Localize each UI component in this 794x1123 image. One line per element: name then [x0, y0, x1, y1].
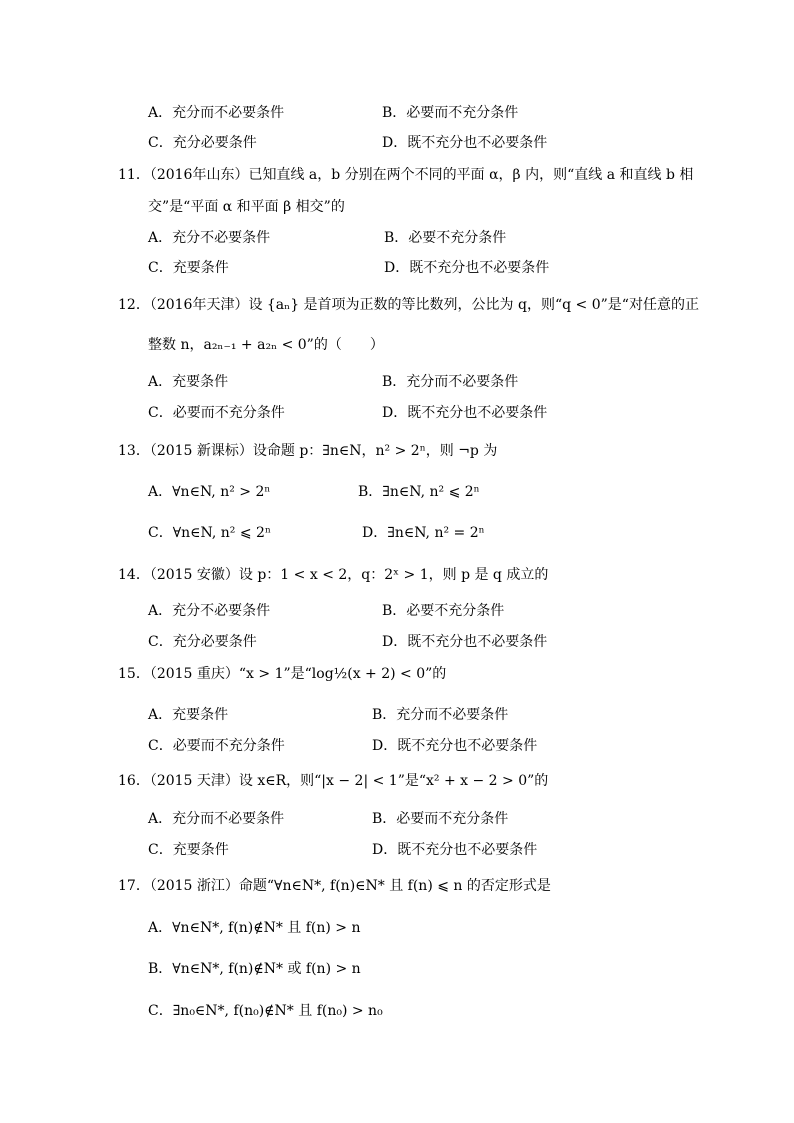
q14-stem: 14．（2015 安徽）设 p：1 < x < 2，q：2ˣ > 1，则 p 是 q 成立的 [118, 567, 549, 583]
q17-stem: 17．（2015 浙江）命题“∀n∈N*, f(n)∈N* 且 f(n) ⩽ n 的否定形式是 [118, 878, 551, 894]
q16-option-c: C．充要条件 [148, 842, 229, 858]
q13-stem: 13．（2015 新课标）设命题 p：∃n∈N，n² > 2ⁿ，则 ¬p 为 [118, 443, 498, 459]
q11-stem-line1: 11．（2016年山东）已知直线 a，b 分别在两个不同的平面 α，β 内，则“直线 a 和直线 b 相 [118, 167, 694, 183]
q13-option-c: C．∀n∈N, n² ⩽ 2ⁿ [148, 525, 272, 541]
q12-option-d: D．既不充分也不必要条件 [382, 405, 548, 421]
q14-option-c: C．充分必要条件 [148, 634, 257, 650]
q17-option-a: A．∀n∈N*, f(n)∉N* 且 f(n) > n [148, 920, 361, 936]
q11-option-b: B．必要不充分条件 [384, 230, 507, 246]
q11-option-d: D．既不充分也不必要条件 [384, 260, 550, 276]
q13-option-b: B．∃n∈N, n² ⩽ 2ⁿ [358, 484, 480, 500]
q17-option-b: B．∀n∈N*, f(n)∉N* 或 f(n) > n [148, 961, 361, 977]
q16-option-b: B．必要而不充分条件 [372, 811, 509, 827]
q17-option-c: C．∃n₀∈N*, f(n₀)∉N* 且 f(n₀) > n₀ [148, 1003, 383, 1019]
q14-option-d: D．既不充分也不必要条件 [382, 634, 548, 650]
q16-stem: 16．（2015 天津）设 x∈R，则“|x − 2| < 1”是“x² + x − 2 > 0”的 [118, 773, 549, 789]
q12-option-c: C．必要而不充分条件 [148, 405, 285, 421]
q14-option-b: B．必要不充分条件 [382, 603, 505, 619]
q16-option-d: D．既不充分也不必要条件 [372, 842, 538, 858]
q12-option-a: A．充要条件 [148, 374, 229, 390]
q15-option-c: C．必要而不充分条件 [148, 738, 285, 754]
q15-option-a: A．充要条件 [148, 707, 229, 723]
q11-stem-line2: 交”是“平面 α 和平面 β 相交”的 [148, 199, 345, 215]
q13-option-a: A．∀n∈N, n² > 2ⁿ [148, 484, 271, 500]
q16-option-a: A．充分而不必要条件 [148, 811, 285, 827]
q15-option-b: B．充分而不必要条件 [372, 707, 509, 723]
q14-option-a: A．充分不必要条件 [148, 603, 271, 619]
q10-option-d: D．既不充分也不必要条件 [382, 135, 548, 151]
q12-option-b: B．充分而不必要条件 [382, 374, 519, 390]
q13-option-d: D．∃n∈N, n² = 2ⁿ [362, 525, 485, 541]
q10-option-a: A．充分而不必要条件 [148, 105, 285, 121]
q15-option-d: D．既不充分也不必要条件 [372, 738, 538, 754]
q11-option-a: A．充分不必要条件 [148, 230, 271, 246]
q12-stem-line2: 整数 n，a₂ₙ₋₁ + a₂ₙ < 0”的（ ） [148, 337, 384, 353]
q15-stem: 15．（2015 重庆）“x > 1”是“log½(x + 2) < 0”的 [118, 666, 447, 682]
q10-option-c: C．充分必要条件 [148, 135, 257, 151]
q11-option-c: C．充要条件 [148, 260, 229, 276]
q12-stem-line1: 12．（2016年天津）设 {aₙ} 是首项为正数的等比数列，公比为 q，则“q < 0”是“对任意的正 [118, 297, 699, 313]
q10-option-b: B．必要而不充分条件 [382, 105, 519, 121]
